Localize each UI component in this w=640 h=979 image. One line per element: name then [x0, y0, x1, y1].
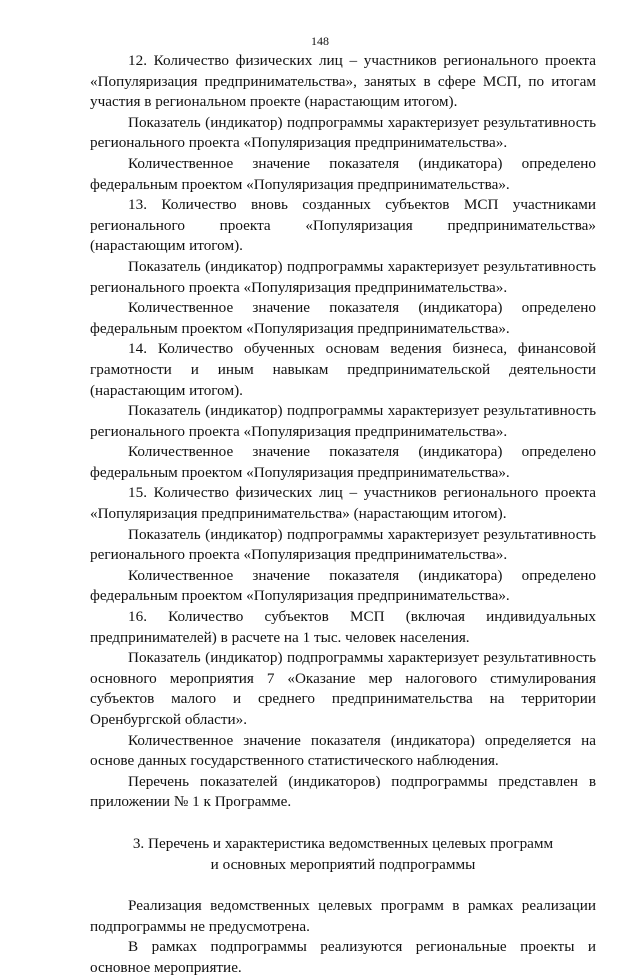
section-heading-line: 3. Перечень и характеристика ведомственных целевых программ [132, 834, 554, 852]
paragraph: В рамках подпрограммы реализуются региональные проекты и основное мероприятие. [90, 938, 596, 976]
paragraph: Количественное значение показателя (индикатора) определено федеральным проектом «Популяризация предпринимательства». [90, 154, 596, 193]
paragraph-indicator-14: 14. Количество обученных основам ведения бизнеса, финансовой грамотности и иным навыкам предпринимательской деятельности (нарастающим итогом). [90, 340, 596, 399]
paragraph: Показатель (индикатор) подпрограммы характеризует результативность регионального проекта «Популяризация предпринимательства». [90, 257, 596, 296]
paragraph: Количественное значение показателя (индикатора) определено федеральным проектом «Популяризация предпринимательства». [90, 443, 596, 481]
paragraph: Показатель (индикатор) подпрограммы характеризует результативность основного мероприятия 7 «Оказание мер налогового стимулирования субъектов малого и среднего предпринимательства на территории Оренбургской области». [90, 649, 596, 728]
paragraph: Количественное значение показателя (индикатора) определяется на основе данных государственного статистического наблюдения. [90, 731, 596, 770]
paragraph-indicator-15: 15. Количество физических лиц – участников регионального проекта «Популяризация предпринимательства» (нарастающим итогом). [90, 484, 596, 523]
page-number: 148 [311, 34, 329, 48]
paragraph-indicator-13: 13. Количество вновь созданных субъектов МСП участниками регионального проекта «Популяризация предпринимательства» (нарастающим итогом). [90, 196, 596, 255]
paragraph: Количественное значение показателя (индикатора) определено федеральным проектом «Популяризация предпринимательства». [90, 566, 596, 605]
paragraph-indicator-12: 12. Количество физических лиц – участников регионального проекта «Популяризация предпринимательства», занятых в сфере МСП, по итогам участия в региональном проекте (нарастающим итогом). [90, 52, 596, 111]
paragraph: Количественное значение показателя (индикатора) определено федеральным проектом «Популяризация предпринимательства». [90, 299, 596, 337]
section-heading [90, 834, 596, 875]
paragraph: Реализация ведомственных целевых программ в рамках реализации подпрограммы не предусмотрена. [90, 897, 596, 935]
paragraph: Показатель (индикатор) подпрограммы характеризует результативность регионального проекта «Популяризация предпринимательства». [90, 402, 596, 440]
paragraph: Показатель (индикатор) подпрограммы характеризует результативность регионального проекта «Популяризация предпринимательства». [90, 525, 596, 564]
document-body [90, 51, 596, 979]
paragraph: Перечень показателей (индикаторов) подпрограммы представлен в приложении № 1 к Программе. [90, 772, 596, 811]
paragraph-indicator-16: 16. Количество субъектов МСП (включая индивидуальных предпринимателей) в расчете на 1 тыс. человек населения. [90, 608, 596, 646]
section-heading-line: и основных мероприятий подпрограммы [210, 855, 476, 873]
paragraph: Показатель (индикатор) подпрограммы характеризует результативность регионального проекта «Популяризация предпринимательства». [90, 113, 596, 152]
